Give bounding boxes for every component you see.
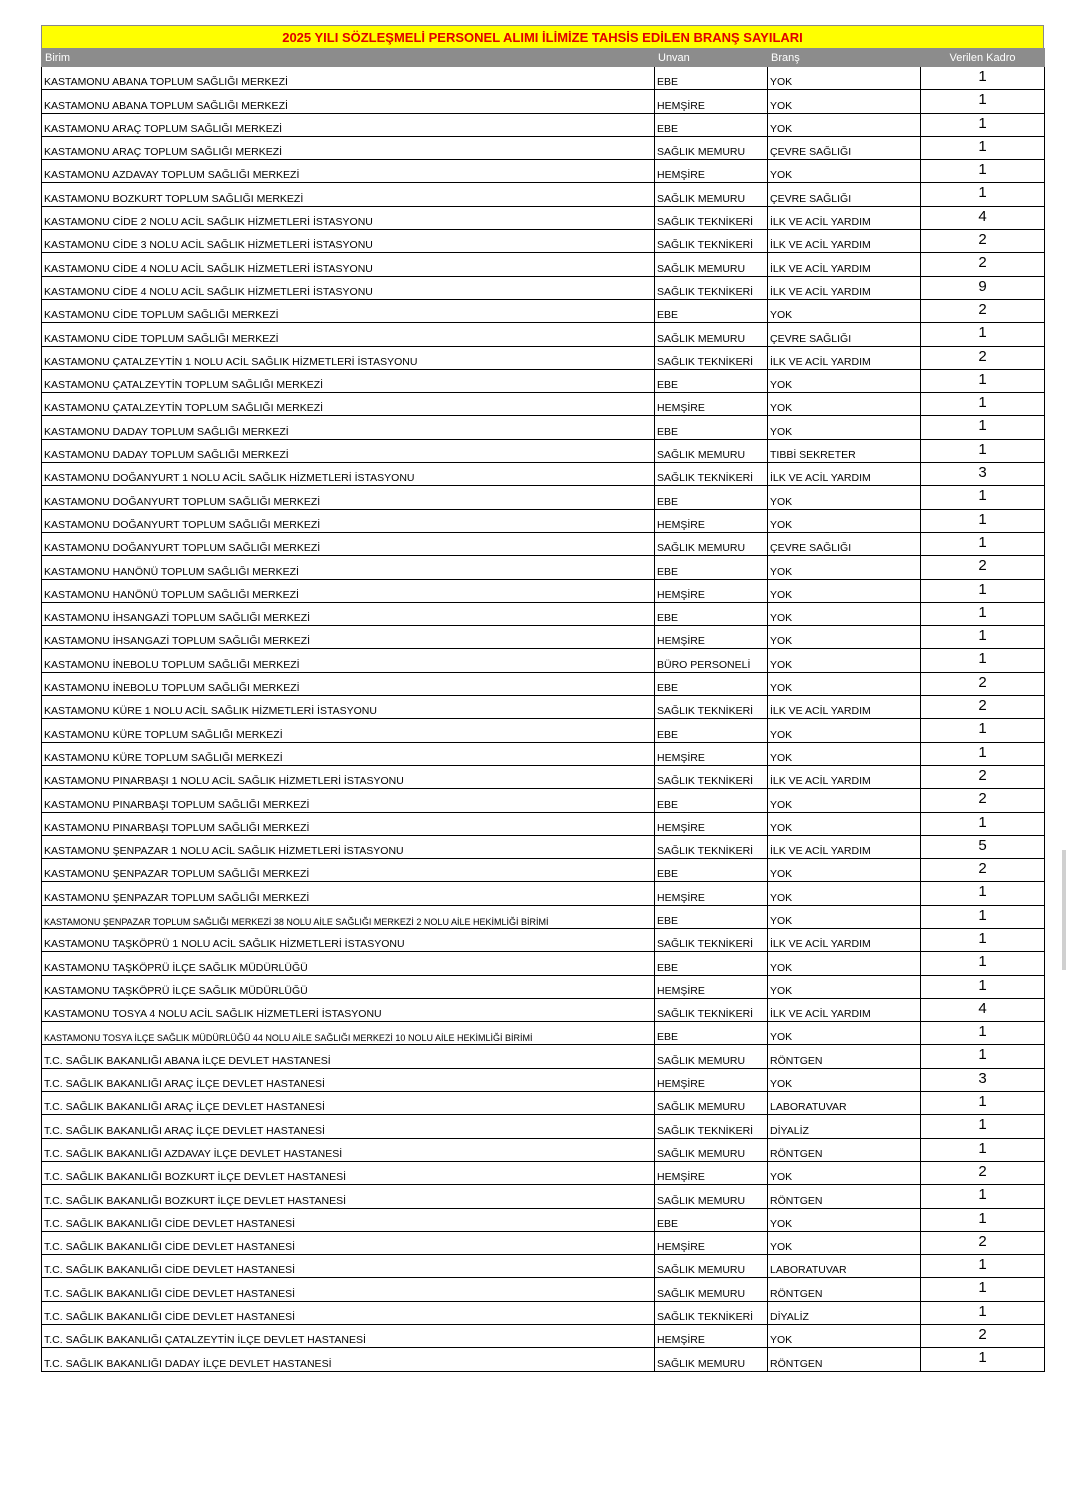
cell-unvan: SAĞLIK TEKNİKERİ: [655, 463, 768, 486]
table-row: [42, 1325, 1045, 1348]
cell-verilen-kadro: 1: [921, 1138, 1045, 1161]
cell-brans: YOK: [768, 882, 921, 905]
cell-brans: İLK VE ACİL YARDIM: [768, 928, 921, 951]
table-row: [42, 509, 1045, 532]
cell-brans: YOK: [768, 160, 921, 183]
cell-brans: İLK VE ACİL YARDIM: [768, 346, 921, 369]
cell-verilen-kadro: 1: [921, 905, 1045, 928]
cell-brans: YOK: [768, 859, 921, 882]
table-row: [42, 719, 1045, 742]
table-row: [42, 1255, 1045, 1278]
cell-unvan: EBE: [655, 416, 768, 439]
cell-verilen-kadro: 2: [921, 696, 1045, 719]
column-header-unvan: Unvan: [655, 49, 768, 67]
allocation-table: [41, 48, 1045, 1372]
cell-birim: KASTAMONU CİDE TOPLUM SAĞLIĞI MERKEZİ: [42, 299, 655, 322]
cell-unvan: SAĞLIK TEKNİKERİ: [655, 928, 768, 951]
cell-verilen-kadro: 1: [921, 416, 1045, 439]
table-row: [42, 765, 1045, 788]
table-row: [42, 90, 1045, 113]
cell-birim: KASTAMONU İHSANGAZİ TOPLUM SAĞLIĞI MERKEZİ: [42, 626, 655, 649]
cell-birim: KASTAMONU PINARBAŞI 1 NOLU ACİL SAĞLIK HİZMETLERİ İSTASYONU: [42, 765, 655, 788]
table-row: [42, 346, 1045, 369]
cell-birim: KASTAMONU ŞENPAZAR TOPLUM SAĞLIĞI MERKEZİ: [42, 882, 655, 905]
cell-verilen-kadro: 4: [921, 998, 1045, 1021]
table-row: [42, 905, 1045, 928]
cell-unvan: SAĞLIK TEKNİKERİ: [655, 765, 768, 788]
cell-birim: T.C. SAĞLIK BAKANLIĞI ARAÇ İLÇE DEVLET HASTANESİ: [42, 1068, 655, 1091]
cell-verilen-kadro: 1: [921, 1208, 1045, 1231]
cell-unvan: EBE: [655, 719, 768, 742]
cell-verilen-kadro: 1: [921, 509, 1045, 532]
cell-verilen-kadro: 1: [921, 649, 1045, 672]
cell-birim: KASTAMONU PINARBAŞI TOPLUM SAĞLIĞI MERKEZİ: [42, 789, 655, 812]
cell-verilen-kadro: 2: [921, 299, 1045, 322]
table-row: [42, 1161, 1045, 1184]
cell-unvan: HEMŞİRE: [655, 90, 768, 113]
cell-brans: YOK: [768, 1022, 921, 1045]
cell-brans: ÇEVRE SAĞLIĞI: [768, 183, 921, 206]
cell-birim: KASTAMONU TAŞKÖPRÜ İLÇE SAĞLIK MÜDÜRLÜĞÜ: [42, 952, 655, 975]
cell-brans: YOK: [768, 1325, 921, 1348]
cell-birim: KASTAMONU TAŞKÖPRÜ 1 NOLU ACİL SAĞLIK HİZMETLERİ İSTASYONU: [42, 928, 655, 951]
cell-birim: T.C. SAĞLIK BAKANLIĞI DADAY İLÇE DEVLET HASTANESİ: [42, 1348, 655, 1371]
cell-verilen-kadro: 2: [921, 556, 1045, 579]
cell-brans: YOK: [768, 369, 921, 392]
cell-unvan: EBE: [655, 602, 768, 625]
cell-verilen-kadro: 1: [921, 1185, 1045, 1208]
cell-brans: İLK VE ACİL YARDIM: [768, 835, 921, 858]
cell-brans: YOK: [768, 649, 921, 672]
cell-birim: KASTAMONU ŞENPAZAR TOPLUM SAĞLIĞI MERKEZİ 38 NOLU AİLE SAĞLIĞI MERKEZİ 2 NOLU AİLE HEKİMLİĞİ BİRİMİ: [42, 905, 655, 928]
cell-brans: YOK: [768, 113, 921, 136]
cell-brans: YOK: [768, 556, 921, 579]
cell-brans: YOK: [768, 602, 921, 625]
column-header-birim: Birim: [42, 49, 655, 67]
cell-unvan: SAĞLIK MEMURU: [655, 1185, 768, 1208]
cell-brans: ÇEVRE SAĞLIĞI: [768, 532, 921, 555]
table-row: [42, 859, 1045, 882]
cell-brans: İLK VE ACİL YARDIM: [768, 276, 921, 299]
cell-birim: KASTAMONU HANÖNÜ TOPLUM SAĞLIĞI MERKEZİ: [42, 579, 655, 602]
cell-birim: KASTAMONU CİDE TOPLUM SAĞLIĞI MERKEZİ: [42, 323, 655, 346]
table-row: [42, 835, 1045, 858]
cell-birim: KASTAMONU TOSYA İLÇE SAĞLIK MÜDÜRLÜĞÜ 44 NOLU AİLE SAĞLIĞI MERKEZİ 10 NOLU AİLE HEKİMLİĞİ BİRİMİ: [42, 1022, 655, 1045]
cell-brans: RÖNTGEN: [768, 1138, 921, 1161]
cell-verilen-kadro: 1: [921, 486, 1045, 509]
cell-unvan: SAĞLIK TEKNİKERİ: [655, 1115, 768, 1138]
sheet-title: 2025 YILI SÖZLEŞMELİ PERSONEL ALIMI İLİMİZE TAHSİS EDİLEN BRANŞ SAYILARI: [41, 25, 1044, 48]
cell-verilen-kadro: 1: [921, 1022, 1045, 1045]
cell-brans: İLK VE ACİL YARDIM: [768, 463, 921, 486]
cell-brans: YOK: [768, 90, 921, 113]
table-row: [42, 299, 1045, 322]
cell-unvan: SAĞLIK TEKNİKERİ: [655, 998, 768, 1021]
table-row: [42, 463, 1045, 486]
cell-birim: T.C. SAĞLIK BAKANLIĞI CİDE DEVLET HASTANESİ: [42, 1301, 655, 1324]
cell-unvan: EBE: [655, 859, 768, 882]
cell-brans: YOK: [768, 1208, 921, 1231]
cell-birim: T.C. SAĞLIK BAKANLIĞI CİDE DEVLET HASTANESİ: [42, 1278, 655, 1301]
cell-brans: YOK: [768, 393, 921, 416]
cell-verilen-kadro: 1: [921, 719, 1045, 742]
cell-verilen-kadro: 1: [921, 160, 1045, 183]
cell-brans: LABORATUVAR: [768, 1255, 921, 1278]
cell-unvan: EBE: [655, 905, 768, 928]
table-row: [42, 113, 1045, 136]
cell-unvan: SAĞLIK MEMURU: [655, 1045, 768, 1068]
table-row: [42, 626, 1045, 649]
cell-brans: YOK: [768, 742, 921, 765]
table-row: [42, 928, 1045, 951]
cell-verilen-kadro: 1: [921, 136, 1045, 159]
table-row: [42, 1068, 1045, 1091]
cell-unvan: EBE: [655, 67, 768, 90]
cell-brans: YOK: [768, 952, 921, 975]
cell-verilen-kadro: 1: [921, 928, 1045, 951]
cell-birim: KASTAMONU AZDAVAY TOPLUM SAĞLIĞI MERKEZİ: [42, 160, 655, 183]
cell-unvan: HEMŞİRE: [655, 509, 768, 532]
cell-birim: KASTAMONU İHSANGAZİ TOPLUM SAĞLIĞI MERKEZİ: [42, 602, 655, 625]
cell-brans: LABORATUVAR: [768, 1092, 921, 1115]
cell-unvan: HEMŞİRE: [655, 812, 768, 835]
cell-verilen-kadro: 1: [921, 975, 1045, 998]
cell-birim: KASTAMONU KÜRE TOPLUM SAĞLIĞI MERKEZİ: [42, 719, 655, 742]
cell-brans: YOK: [768, 486, 921, 509]
cell-brans: YOK: [768, 299, 921, 322]
cell-verilen-kadro: 1: [921, 952, 1045, 975]
cell-brans: YOK: [768, 672, 921, 695]
cell-verilen-kadro: 2: [921, 765, 1045, 788]
cell-birim: KASTAMONU BOZKURT TOPLUM SAĞLIĞI MERKEZİ: [42, 183, 655, 206]
cell-unvan: SAĞLIK MEMURU: [655, 1092, 768, 1115]
cell-verilen-kadro: 1: [921, 1278, 1045, 1301]
cell-unvan: HEMŞİRE: [655, 626, 768, 649]
cell-birim: T.C. SAĞLIK BAKANLIĞI CİDE DEVLET HASTANESİ: [42, 1208, 655, 1231]
table-row: [42, 742, 1045, 765]
cell-verilen-kadro: 1: [921, 90, 1045, 113]
table-row: [42, 1138, 1045, 1161]
cell-verilen-kadro: 1: [921, 812, 1045, 835]
cell-brans: İLK VE ACİL YARDIM: [768, 998, 921, 1021]
table-row: [42, 672, 1045, 695]
cell-brans: RÖNTGEN: [768, 1348, 921, 1371]
cell-brans: YOK: [768, 67, 921, 90]
table-row: [42, 602, 1045, 625]
cell-verilen-kadro: 2: [921, 346, 1045, 369]
cell-unvan: SAĞLIK MEMURU: [655, 1278, 768, 1301]
table-body: [42, 67, 1045, 1372]
cell-brans: YOK: [768, 812, 921, 835]
cell-unvan: SAĞLIK MEMURU: [655, 1255, 768, 1278]
cell-unvan: SAĞLIK TEKNİKERİ: [655, 696, 768, 719]
cell-verilen-kadro: 1: [921, 369, 1045, 392]
table-row: [42, 1348, 1045, 1371]
column-header-verilen-kadro: Verilen Kadro: [921, 49, 1045, 67]
cell-unvan: SAĞLIK MEMURU: [655, 323, 768, 346]
cell-birim: KASTAMONU CİDE 4 NOLU ACİL SAĞLIK HİZMETLERİ İSTASYONU: [42, 276, 655, 299]
scrollbar-thumb[interactable]: [1062, 850, 1066, 970]
cell-brans: YOK: [768, 626, 921, 649]
cell-unvan: EBE: [655, 369, 768, 392]
cell-brans: YOK: [768, 975, 921, 998]
cell-unvan: EBE: [655, 113, 768, 136]
cell-verilen-kadro: 1: [921, 626, 1045, 649]
cell-brans: ÇEVRE SAĞLIĞI: [768, 136, 921, 159]
cell-verilen-kadro: 2: [921, 1325, 1045, 1348]
cell-unvan: HEMŞİRE: [655, 882, 768, 905]
cell-brans: İLK VE ACİL YARDIM: [768, 253, 921, 276]
cell-brans: DİYALİZ: [768, 1115, 921, 1138]
cell-verilen-kadro: 3: [921, 463, 1045, 486]
cell-unvan: HEMŞİRE: [655, 1068, 768, 1091]
cell-birim: KASTAMONU CİDE 4 NOLU ACİL SAĞLIK HİZMETLERİ İSTASYONU: [42, 253, 655, 276]
cell-brans: DİYALİZ: [768, 1301, 921, 1324]
cell-unvan: EBE: [655, 1208, 768, 1231]
cell-birim: T.C. SAĞLIK BAKANLIĞI ÇATALZEYTİN İLÇE DEVLET HASTANESİ: [42, 1325, 655, 1348]
cell-birim: KASTAMONU DOĞANYURT TOPLUM SAĞLIĞI MERKEZİ: [42, 532, 655, 555]
cell-birim: KASTAMONU TOSYA 4 NOLU ACİL SAĞLIK HİZMETLERİ İSTASYONU: [42, 998, 655, 1021]
cell-unvan: SAĞLIK MEMURU: [655, 136, 768, 159]
cell-verilen-kadro: 1: [921, 742, 1045, 765]
cell-verilen-kadro: 1: [921, 1092, 1045, 1115]
spreadsheet: [41, 25, 1044, 1372]
cell-verilen-kadro: 1: [921, 1115, 1045, 1138]
cell-birim: T.C. SAĞLIK BAKANLIĞI BOZKURT İLÇE DEVLET HASTANESİ: [42, 1185, 655, 1208]
table-row: [42, 789, 1045, 812]
cell-verilen-kadro: 1: [921, 183, 1045, 206]
cell-verilen-kadro: 2: [921, 789, 1045, 812]
cell-brans: YOK: [768, 1231, 921, 1254]
cell-brans: TIBBİ SEKRETER: [768, 439, 921, 462]
cell-unvan: EBE: [655, 952, 768, 975]
cell-birim: T.C. SAĞLIK BAKANLIĞI ABANA İLÇE DEVLET HASTANESİ: [42, 1045, 655, 1068]
table-row: [42, 1022, 1045, 1045]
cell-unvan: SAĞLIK TEKNİKERİ: [655, 276, 768, 299]
cell-unvan: EBE: [655, 1022, 768, 1045]
cell-birim: T.C. SAĞLIK BAKANLIĞI ARAÇ İLÇE DEVLET HASTANESİ: [42, 1115, 655, 1138]
cell-unvan: HEMŞİRE: [655, 160, 768, 183]
cell-verilen-kadro: 1: [921, 1301, 1045, 1324]
cell-birim: KASTAMONU DOĞANYURT 1 NOLU ACİL SAĞLIK HİZMETLERİ İSTASYONU: [42, 463, 655, 486]
cell-unvan: EBE: [655, 672, 768, 695]
cell-brans: YOK: [768, 579, 921, 602]
cell-unvan: SAĞLIK TEKNİKERİ: [655, 346, 768, 369]
cell-birim: KASTAMONU ARAÇ TOPLUM SAĞLIĞI MERKEZİ: [42, 113, 655, 136]
cell-unvan: HEMŞİRE: [655, 1325, 768, 1348]
cell-brans: YOK: [768, 509, 921, 532]
cell-birim: KASTAMONU İNEBOLU TOPLUM SAĞLIĞI MERKEZİ: [42, 672, 655, 695]
cell-verilen-kadro: 1: [921, 439, 1045, 462]
cell-birim: KASTAMONU ÇATALZEYTİN TOPLUM SAĞLIĞI MERKEZİ: [42, 369, 655, 392]
cell-verilen-kadro: 1: [921, 67, 1045, 90]
cell-brans: YOK: [768, 416, 921, 439]
table-row: [42, 649, 1045, 672]
cell-birim: T.C. SAĞLIK BAKANLIĞI ARAÇ İLÇE DEVLET HASTANESİ: [42, 1092, 655, 1115]
table-row: [42, 998, 1045, 1021]
cell-verilen-kadro: 1: [921, 393, 1045, 416]
cell-verilen-kadro: 2: [921, 859, 1045, 882]
cell-brans: YOK: [768, 905, 921, 928]
cell-unvan: HEMŞİRE: [655, 579, 768, 602]
table-row: [42, 952, 1045, 975]
cell-unvan: SAĞLIK TEKNİKERİ: [655, 835, 768, 858]
table-row: [42, 812, 1045, 835]
cell-birim: T.C. SAĞLIK BAKANLIĞI CİDE DEVLET HASTANESİ: [42, 1255, 655, 1278]
table-row: [42, 393, 1045, 416]
cell-verilen-kadro: 1: [921, 882, 1045, 905]
table-row: [42, 323, 1045, 346]
table-row: [42, 67, 1045, 90]
cell-verilen-kadro: 2: [921, 230, 1045, 253]
header-row: [42, 49, 1045, 67]
table-row: [42, 579, 1045, 602]
cell-unvan: HEMŞİRE: [655, 742, 768, 765]
cell-verilen-kadro: 1: [921, 1255, 1045, 1278]
cell-unvan: SAĞLIK MEMURU: [655, 183, 768, 206]
table-row: [42, 160, 1045, 183]
table-row: [42, 1301, 1045, 1324]
cell-birim: KASTAMONU KÜRE TOPLUM SAĞLIĞI MERKEZİ: [42, 742, 655, 765]
cell-birim: T.C. SAĞLIK BAKANLIĞI AZDAVAY İLÇE DEVLET HASTANESİ: [42, 1138, 655, 1161]
cell-birim: KASTAMONU DADAY TOPLUM SAĞLIĞI MERKEZİ: [42, 416, 655, 439]
cell-verilen-kadro: 2: [921, 1161, 1045, 1184]
cell-unvan: SAĞLIK MEMURU: [655, 1348, 768, 1371]
cell-unvan: SAĞLIK MEMURU: [655, 532, 768, 555]
table-row: [42, 1092, 1045, 1115]
cell-verilen-kadro: 1: [921, 579, 1045, 602]
cell-verilen-kadro: 1: [921, 1045, 1045, 1068]
cell-verilen-kadro: 4: [921, 206, 1045, 229]
cell-brans: YOK: [768, 719, 921, 742]
cell-unvan: SAĞLIK TEKNİKERİ: [655, 1301, 768, 1324]
cell-unvan: SAĞLIK TEKNİKERİ: [655, 230, 768, 253]
table-row: [42, 183, 1045, 206]
cell-birim: KASTAMONU ARAÇ TOPLUM SAĞLIĞI MERKEZİ: [42, 136, 655, 159]
cell-unvan: SAĞLIK MEMURU: [655, 1138, 768, 1161]
table-row: [42, 206, 1045, 229]
table-row: [42, 696, 1045, 719]
cell-verilen-kadro: 3: [921, 1068, 1045, 1091]
cell-birim: KASTAMONU ABANA TOPLUM SAĞLIĞI MERKEZİ: [42, 67, 655, 90]
table-row: [42, 486, 1045, 509]
cell-verilen-kadro: 1: [921, 323, 1045, 346]
cell-verilen-kadro: 2: [921, 672, 1045, 695]
table-row: [42, 1278, 1045, 1301]
cell-birim: KASTAMONU DADAY TOPLUM SAĞLIĞI MERKEZİ: [42, 439, 655, 462]
cell-unvan: HEMŞİRE: [655, 975, 768, 998]
cell-verilen-kadro: 1: [921, 602, 1045, 625]
cell-birim: KASTAMONU ÇATALZEYTİN 1 NOLU ACİL SAĞLIK HİZMETLERİ İSTASYONU: [42, 346, 655, 369]
table-row: [42, 1231, 1045, 1254]
cell-brans: İLK VE ACİL YARDIM: [768, 765, 921, 788]
table-row: [42, 882, 1045, 905]
table-row: [42, 136, 1045, 159]
table-row: [42, 276, 1045, 299]
cell-verilen-kadro: 2: [921, 1231, 1045, 1254]
cell-birim: KASTAMONU PINARBAŞI TOPLUM SAĞLIĞI MERKEZİ: [42, 812, 655, 835]
table-row: [42, 1115, 1045, 1138]
cell-verilen-kadro: 1: [921, 532, 1045, 555]
cell-brans: İLK VE ACİL YARDIM: [768, 696, 921, 719]
cell-birim: KASTAMONU TAŞKÖPRÜ İLÇE SAĞLIK MÜDÜRLÜĞÜ: [42, 975, 655, 998]
cell-birim: KASTAMONU ŞENPAZAR 1 NOLU ACİL SAĞLIK HİZMETLERİ İSTASYONU: [42, 835, 655, 858]
cell-birim: KASTAMONU ŞENPAZAR TOPLUM SAĞLIĞI MERKEZİ: [42, 859, 655, 882]
cell-birim: KASTAMONU DOĞANYURT TOPLUM SAĞLIĞI MERKEZİ: [42, 486, 655, 509]
cell-unvan: EBE: [655, 556, 768, 579]
cell-birim: KASTAMONU CİDE 2 NOLU ACİL SAĞLIK HİZMETLERİ İSTASYONU: [42, 206, 655, 229]
cell-brans: İLK VE ACİL YARDIM: [768, 206, 921, 229]
cell-brans: YOK: [768, 1068, 921, 1091]
cell-verilen-kadro: 1: [921, 1348, 1045, 1371]
table-row: [42, 1185, 1045, 1208]
table-row: [42, 439, 1045, 462]
cell-brans: İLK VE ACİL YARDIM: [768, 230, 921, 253]
cell-brans: YOK: [768, 789, 921, 812]
cell-unvan: SAĞLIK MEMURU: [655, 439, 768, 462]
table-row: [42, 975, 1045, 998]
cell-verilen-kadro: 1: [921, 113, 1045, 136]
cell-verilen-kadro: 9: [921, 276, 1045, 299]
cell-brans: RÖNTGEN: [768, 1185, 921, 1208]
cell-birim: KASTAMONU HANÖNÜ TOPLUM SAĞLIĞI MERKEZİ: [42, 556, 655, 579]
cell-unvan: EBE: [655, 299, 768, 322]
table-row: [42, 416, 1045, 439]
table-row: [42, 1045, 1045, 1068]
table-row: [42, 1208, 1045, 1231]
cell-unvan: HEMŞİRE: [655, 1231, 768, 1254]
cell-birim: KASTAMONU ABANA TOPLUM SAĞLIĞI MERKEZİ: [42, 90, 655, 113]
cell-birim: KASTAMONU İNEBOLU TOPLUM SAĞLIĞI MERKEZİ: [42, 649, 655, 672]
cell-brans: ÇEVRE SAĞLIĞI: [768, 323, 921, 346]
cell-brans: YOK: [768, 1161, 921, 1184]
table-row: [42, 253, 1045, 276]
table-row: [42, 556, 1045, 579]
cell-verilen-kadro: 2: [921, 253, 1045, 276]
table-row: [42, 369, 1045, 392]
cell-birim: KASTAMONU DOĞANYURT TOPLUM SAĞLIĞI MERKEZİ: [42, 509, 655, 532]
cell-brans: RÖNTGEN: [768, 1045, 921, 1068]
table-row: [42, 532, 1045, 555]
cell-unvan: BÜRO PERSONELİ: [655, 649, 768, 672]
cell-unvan: SAĞLIK TEKNİKERİ: [655, 206, 768, 229]
cell-birim: T.C. SAĞLIK BAKANLIĞI CİDE DEVLET HASTANESİ: [42, 1231, 655, 1254]
cell-birim: KASTAMONU CİDE 3 NOLU ACİL SAĞLIK HİZMETLERİ İSTASYONU: [42, 230, 655, 253]
cell-unvan: HEMŞİRE: [655, 1161, 768, 1184]
table-row: [42, 230, 1045, 253]
cell-birim: KASTAMONU ÇATALZEYTİN TOPLUM SAĞLIĞI MERKEZİ: [42, 393, 655, 416]
cell-birim: KASTAMONU KÜRE 1 NOLU ACİL SAĞLIK HİZMETLERİ İSTASYONU: [42, 696, 655, 719]
cell-unvan: SAĞLIK MEMURU: [655, 253, 768, 276]
cell-brans: RÖNTGEN: [768, 1278, 921, 1301]
cell-unvan: EBE: [655, 789, 768, 812]
cell-birim: T.C. SAĞLIK BAKANLIĞI BOZKURT İLÇE DEVLET HASTANESİ: [42, 1161, 655, 1184]
cell-unvan: EBE: [655, 486, 768, 509]
cell-unvan: HEMŞİRE: [655, 393, 768, 416]
column-header-brans: Branş: [768, 49, 921, 67]
cell-verilen-kadro: 5: [921, 835, 1045, 858]
